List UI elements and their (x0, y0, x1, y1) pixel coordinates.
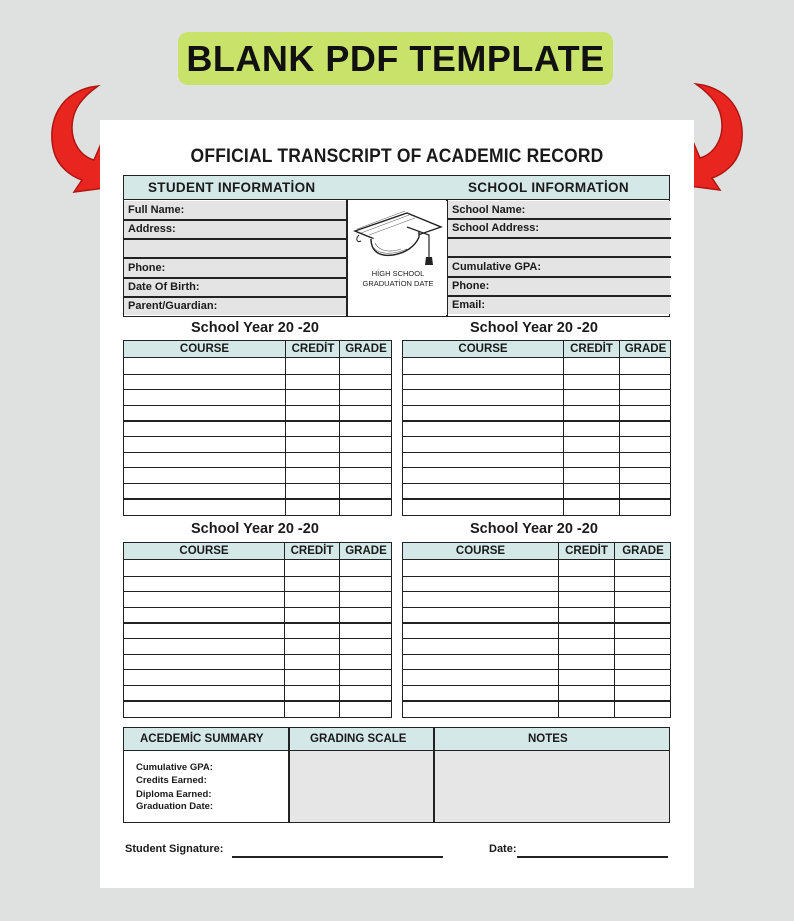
school-address-field[interactable]: School Address: (448, 219, 670, 237)
emblem-caption (349, 269, 447, 289)
table-row-divider (403, 607, 670, 608)
course-table-1 (123, 340, 392, 516)
school-address-line-2-field[interactable] (448, 238, 670, 256)
table-row-divider (124, 638, 391, 639)
notes-heading: NOTES (528, 733, 568, 745)
divider (447, 276, 671, 278)
table-row-divider (403, 467, 670, 468)
table-row-divider (403, 483, 670, 484)
table-row-divider (124, 405, 391, 406)
table-row-divider (403, 638, 670, 639)
course-table-header (403, 341, 670, 358)
table-row-divider (124, 467, 391, 468)
divider (447, 218, 671, 220)
summary-cumulative-gpa: Cumulative GPA: (136, 762, 213, 773)
table-row-divider (124, 591, 391, 592)
table-row-divider (403, 452, 670, 453)
graduation-cap-icon (349, 205, 447, 273)
table-column-divider (339, 341, 340, 515)
date-line[interactable] (517, 856, 668, 858)
phone-field[interactable]: Phone: (124, 259, 346, 277)
grade-column-header: GRADE (624, 343, 667, 355)
course-column-header: COURSE (458, 343, 508, 355)
information-header (124, 176, 669, 200)
table-column-divider (619, 341, 620, 515)
table-row-divider (124, 498, 391, 499)
template-banner: BLANK PDF TEMPLATE (178, 32, 613, 85)
table-row-divider (124, 436, 391, 437)
table-row-divider (124, 576, 391, 577)
grade-column-header: GRADE (345, 343, 387, 355)
notes-panel[interactable] (435, 751, 669, 822)
summary-credits-earned: Credits Earned: (136, 775, 207, 786)
divider (124, 238, 347, 240)
divider (447, 256, 671, 258)
divider (124, 257, 347, 259)
summary-graduation-date: Graduation Date: (136, 801, 214, 812)
divider (124, 277, 347, 279)
table-row-divider (403, 576, 670, 577)
credit-column-header: CREDİT (565, 545, 608, 557)
full-name-field[interactable]: Full Name: (124, 201, 346, 219)
emblem-caption-line-2: GRADUATİON DATE (362, 279, 434, 288)
date-label: Date: (489, 843, 517, 855)
divider (447, 237, 671, 239)
divider (288, 728, 290, 822)
table-column-divider (614, 543, 615, 717)
table-row-divider (124, 669, 391, 670)
academic-summary-heading: ACEDEMİC SUMMARY (140, 733, 264, 745)
course-table-4 (402, 542, 671, 718)
document-title: OFFICIAL TRANSCRIPT OF ACADEMIC RECORD (190, 146, 604, 167)
table-row-divider (403, 622, 670, 623)
table-row-divider (403, 669, 670, 670)
table-row-divider (403, 654, 670, 655)
table-row-divider (124, 483, 391, 484)
grade-column-header: GRADE (622, 545, 664, 557)
address-field[interactable]: Address: (124, 220, 346, 238)
divider (124, 296, 347, 298)
school-name-field[interactable]: School Name: (448, 201, 670, 219)
divider (346, 200, 348, 317)
school-phone-field[interactable]: Phone: (448, 277, 670, 295)
table-row-divider (403, 389, 670, 390)
academic-summary-panel (124, 751, 288, 822)
table-row-divider (403, 685, 670, 686)
school-year-label-4: School Year 20 -20 (470, 521, 598, 537)
table-row-divider (403, 374, 670, 375)
student-information-heading: STUDENT INFORMATİON (148, 180, 316, 195)
course-table-header (403, 543, 670, 560)
school-year-label-2: School Year 20 -20 (470, 320, 598, 336)
course-table-header (124, 543, 391, 560)
divider (124, 219, 347, 221)
table-row-divider (403, 498, 670, 499)
date-of-birth-field[interactable]: Date Of Birth: (124, 278, 346, 296)
table-row-divider (124, 622, 391, 623)
school-information-heading: SCHOOL INFORMATİON (468, 180, 629, 195)
table-column-divider (558, 543, 559, 717)
credit-column-header: CREDİT (290, 545, 334, 557)
course-column-header: COURSE (455, 545, 506, 557)
table-row-divider (124, 607, 391, 608)
table-column-divider (285, 341, 286, 515)
table-row-divider (124, 452, 391, 453)
table-row-divider (403, 420, 670, 421)
course-column-header: COURSE (179, 343, 230, 355)
course-table-3 (123, 542, 392, 718)
table-row-divider (124, 654, 391, 655)
course-table-2 (402, 340, 671, 516)
summary-block (123, 727, 670, 823)
grade-column-header: GRADE (345, 545, 387, 557)
address-line-2-field[interactable] (124, 239, 346, 257)
student-signature-line[interactable] (232, 856, 443, 858)
course-table-header (124, 341, 391, 358)
school-year-label-1: School Year 20 -20 (191, 320, 319, 336)
graduation-emblem (349, 201, 447, 315)
table-column-divider (339, 543, 340, 717)
divider (433, 728, 435, 822)
table-row-divider (124, 685, 391, 686)
course-column-header: COURSE (179, 545, 229, 557)
table-row-divider (403, 436, 670, 437)
table-row-divider (124, 374, 391, 375)
grading-scale-panel[interactable] (290, 751, 434, 822)
table-column-divider (284, 543, 285, 717)
grading-scale-heading: GRADING SCALE (310, 733, 407, 745)
email-field[interactable]: Email: (448, 296, 670, 314)
cumulative-gpa-field[interactable]: Cumulative GPA: (448, 258, 670, 276)
divider (447, 295, 671, 297)
student-signature-label: Student Signature: (125, 843, 224, 855)
table-row-divider (403, 700, 670, 701)
parent-guardian-field[interactable]: Parent/Guardian: (124, 297, 346, 315)
table-row-divider (124, 700, 391, 701)
table-row-divider (124, 420, 391, 421)
summary-header (124, 728, 669, 751)
school-year-label-3: School Year 20 -20 (191, 521, 319, 537)
table-column-divider (563, 341, 564, 515)
table-row-divider (403, 405, 670, 406)
credit-column-header: CREDİT (291, 343, 335, 355)
table-row-divider (403, 591, 670, 592)
table-row-divider (124, 389, 391, 390)
emblem-caption-line-1: HİGH SCHOOL (371, 269, 425, 278)
credit-column-header: CREDİT (570, 343, 613, 355)
summary-diploma-earned: Diploma Earned: (136, 789, 212, 800)
information-block (123, 175, 670, 317)
